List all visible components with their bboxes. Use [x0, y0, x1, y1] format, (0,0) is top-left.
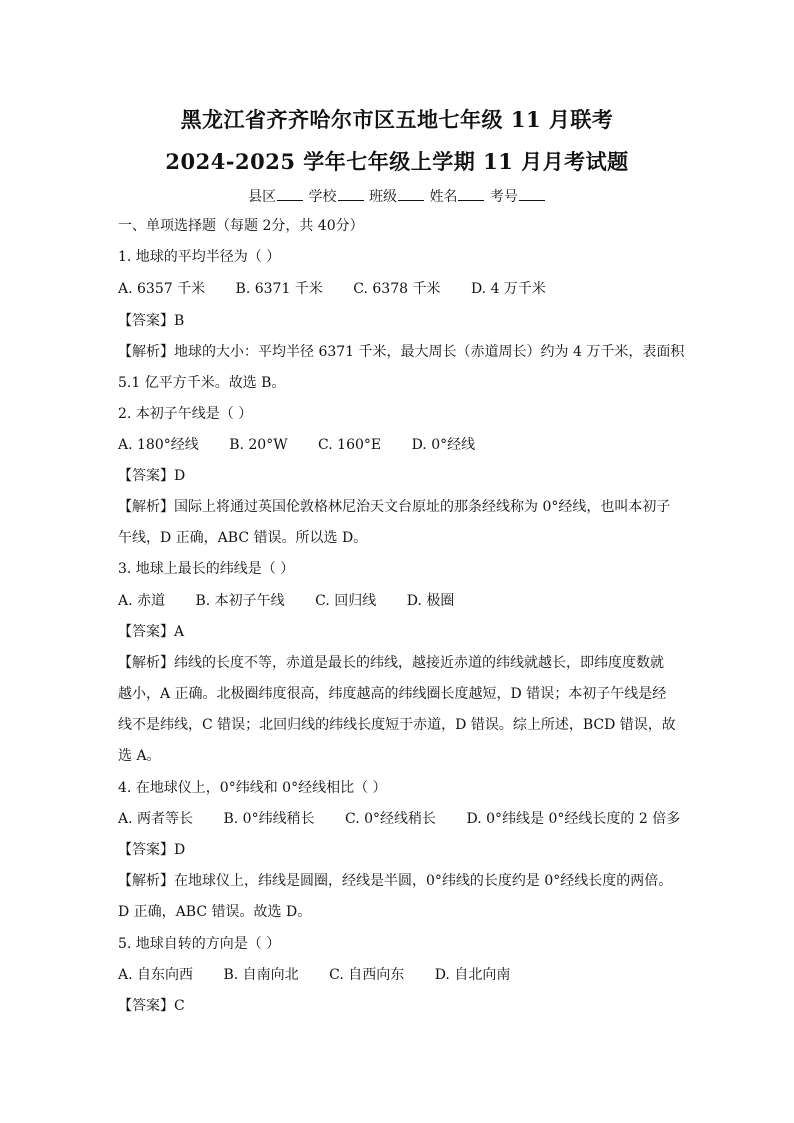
question-5-answer: 【答案】C	[118, 998, 185, 1014]
question-5-option-c: C. 自西向东	[329, 967, 405, 983]
question-5-stem: 5. 地球自转的方向是（ ）	[118, 936, 281, 952]
question-1-option-c: C. 6378 千米	[353, 281, 441, 297]
field-county: 县区	[248, 189, 304, 205]
question-5-option-a: A. 自东向西	[118, 967, 194, 983]
question-5-option-d: D. 自北向南	[434, 967, 511, 983]
question-3-option-c: C. 回归线	[315, 593, 377, 609]
question-4-analysis-line-1: 【解析】在地球仪上，纬线是圆圈，经线是半圆，0°纬线的长度约是 0°经线长度的两倍。	[118, 873, 673, 889]
question-2-option-c: C. 160°E	[318, 437, 382, 453]
student-info-fields	[0, 186, 794, 206]
section-heading: 一、单项选择题（每题 2分，共 40分）	[118, 218, 364, 234]
question-3-analysis-line-1: 【解析】纬线的长度不等，赤道是最长的纬线，越接近赤道的纬线就越长，即纬度度数就	[118, 655, 664, 671]
question-4-option-d: D. 0°纬线是 0°经线长度的 2 倍多	[466, 811, 681, 827]
question-5-option-b: B. 自南向北	[223, 967, 299, 983]
question-3-option-b: B. 本初子午线	[195, 593, 285, 609]
question-2-analysis-line-1: 【解析】国际上将通过英国伦敦格林尼治天文台原址的那条经线称为 0°经线，也叫本初子	[118, 499, 671, 515]
question-2-stem: 2. 本初子午线是（ ）	[118, 406, 253, 422]
question-1-answer: 【答案】B	[118, 313, 185, 329]
question-3-option-a: A. 赤道	[118, 593, 166, 609]
question-3-analysis-line-3: 线不是纬线，C 错误；北回归线的纬线长度短于赤道，D 错误。综上所述，BCD 错误，故	[118, 717, 676, 733]
question-2-option-a: A. 180°经线	[118, 437, 199, 453]
question-1-option-b: B. 6371 千米	[235, 281, 323, 297]
question-4-answer: 【答案】D	[118, 842, 186, 858]
question-5-options	[118, 965, 678, 985]
question-4-option-b: B. 0°纬线稍长	[223, 811, 315, 827]
question-1-option-d: D. 4 万千米	[470, 281, 546, 297]
question-4-option-a: A. 两者等长	[118, 811, 194, 827]
question-2-options	[118, 435, 678, 455]
question-1-option-a: A. 6357 千米	[118, 281, 206, 297]
question-4-options	[118, 809, 681, 829]
question-2-analysis-line-2: 午线，D 正确，ABC 错误。所以选 D。	[118, 530, 368, 546]
question-3-analysis-line-4: 选 A。	[118, 748, 161, 764]
question-3-options	[118, 591, 678, 611]
question-4-analysis-line-2: D 正确，ABC 错误。故选 D。	[118, 904, 312, 920]
question-2-answer: 【答案】D	[118, 468, 186, 484]
field-school: 学校	[309, 189, 365, 205]
field-name: 姓名	[429, 189, 485, 205]
question-1-analysis-line-1: 【解析】地球的大小：平均半径 6371 千米，最大周长（赤道周长）约为 4 万千米，表面积	[118, 344, 685, 360]
exam-title-line1: 黑龙江省齐齐哈尔市区五地七年级 11 月联考	[180, 107, 614, 132]
question-1-options	[118, 279, 678, 299]
question-2-option-d: D. 0°经线	[411, 437, 476, 453]
question-4-option-c: C. 0°经线稍长	[345, 811, 437, 827]
field-class: 班级	[369, 189, 425, 205]
question-3-answer: 【答案】A	[118, 624, 185, 640]
question-4-stem: 4. 在地球仪上，0°纬线和 0°经线相比（ ）	[118, 780, 387, 796]
question-3-analysis-line-2: 越小，A 正确。北极圈纬度很高，纬度越高的纬线圈长度越短，D 错误；本初子午线是经	[118, 686, 667, 702]
question-2-option-b: B. 20°W	[229, 437, 288, 453]
question-3-option-d: D. 极圈	[406, 593, 455, 609]
field-exam-number: 考号	[490, 189, 546, 205]
question-1-stem: 1. 地球的平均半径为（ ）	[118, 249, 281, 265]
exam-title-line2: 2024-2025 学年七年级上学期 11 月月考试题	[165, 149, 629, 174]
question-3-stem: 3. 地球上最长的纬线是（ ）	[118, 561, 295, 577]
question-1-analysis-line-2: 5.1 亿平方千米。故选 B。	[118, 375, 286, 391]
